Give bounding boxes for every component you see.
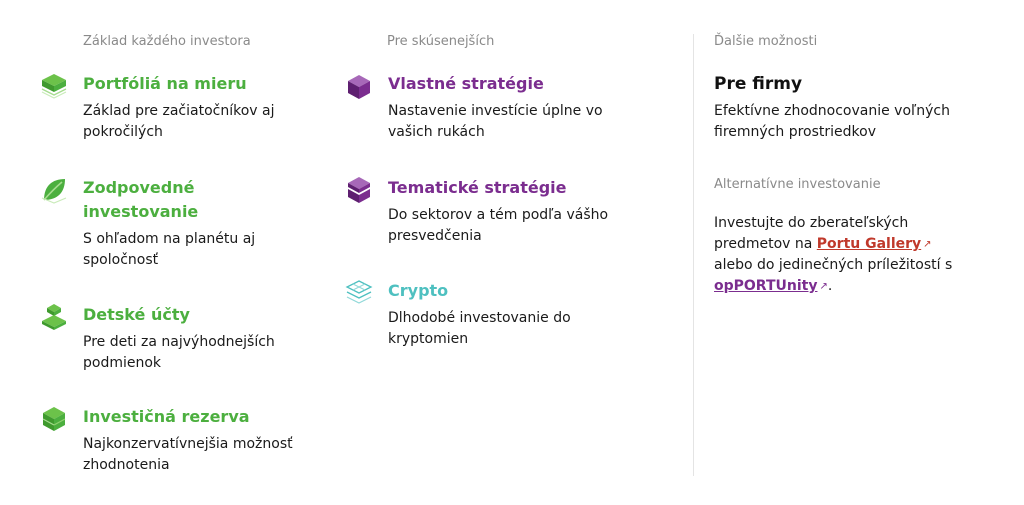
hexagon-layers-icon — [345, 176, 373, 204]
alt-text-part: alebo do jedinečných príležitostí s — [714, 257, 953, 273]
leaf-icon — [40, 176, 68, 204]
hexagon-cube-icon — [345, 72, 373, 100]
column-heading-advanced: Pre skúsenejších — [387, 34, 495, 49]
menu-item-title[interactable]: Detské účty — [83, 305, 190, 324]
menu-item-title[interactable]: Zodpovedné investovanie — [83, 178, 199, 221]
menu-item-description: Najkonzervatívnejšia možnosť zhodnotenia — [83, 436, 293, 473]
column-divider — [693, 34, 694, 476]
alt-text-part: Investujte do zberateľských predmetov na — [714, 215, 909, 252]
menu-item-description: Pre deti za najvýhodnejších podmienok — [83, 334, 275, 371]
menu-item-pre-firmy[interactable]: Pre firmy — [714, 74, 803, 94]
column-heading-basic: Základ každého investora — [83, 34, 251, 49]
menu-item-title[interactable]: Vlastné stratégie — [388, 74, 544, 93]
menu-item-title[interactable]: Tematické stratégie — [388, 178, 567, 197]
alt-text-part: . — [827, 278, 833, 294]
menu-item-description: Dlhodobé investovanie do kryptomien — [388, 310, 571, 347]
menu-item-title[interactable]: Investičná rezerva — [83, 407, 250, 426]
opportunity-link[interactable]: opPORTUnity — [714, 278, 818, 294]
menu-item-description: Do sektorov a tém podľa vášho presvedčenia — [388, 207, 609, 244]
menu-item-title[interactable]: Crypto — [388, 281, 449, 300]
cube-stack-icon — [40, 72, 68, 100]
menu-item-description: Efektívne zhodnocovanie voľných firemných prostriedkov — [714, 103, 950, 140]
external-link-icon: ↗ — [819, 281, 828, 292]
menu-item-description: Základ pre začiatočníkov aj pokročilých — [83, 103, 275, 140]
blocks-icon — [40, 303, 68, 331]
column-heading-more: Ďalšie možnosti — [714, 34, 818, 49]
menu-item-title[interactable]: Portfóliá na mieru — [83, 74, 247, 93]
alt-investing-text — [714, 213, 974, 297]
alt-investing-heading: Alternatívne investovanie — [714, 177, 881, 192]
portu-gallery-link[interactable]: Portu Gallery — [816, 236, 922, 252]
layers-outline-icon — [345, 279, 373, 307]
external-link-icon: ↗ — [923, 239, 932, 250]
menu-item-description: S ohľadom na planétu aj spoločnosť — [83, 231, 256, 268]
cube-safe-icon — [40, 405, 68, 433]
menu-item-description: Nastavenie investície úplne vo vašich rukách — [388, 103, 603, 140]
